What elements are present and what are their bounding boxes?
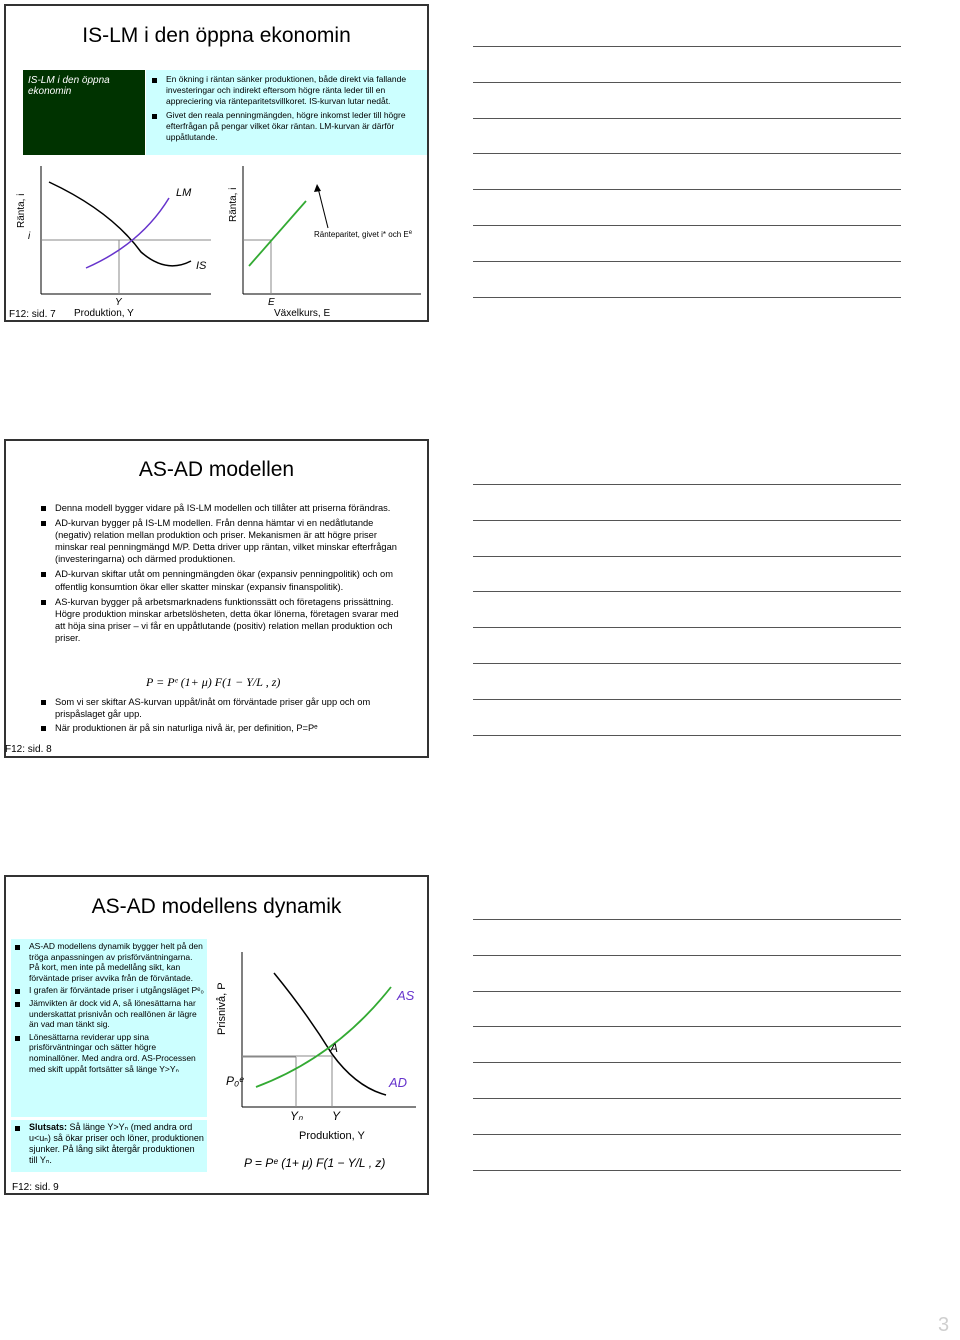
conclusion: Slutsats: Så länge Y>Yₙ (med andra ord u<uₙ) så ökar priser och löner, produktionen sjunker. På lång sikt återgår produktionen till Yₙ. (13, 1122, 205, 1166)
bullet: En ökning i räntan sänker produktionen, både direkt via fallande investeringar och indirekt eftersom högre ränta leder till en appreciering via ränteparitetsvillkoret. IS-kurvan lutar nedåt. (150, 74, 423, 107)
equilibrium-label: A (330, 1041, 339, 1055)
bullet: Jämvikten är dock vid A, så lönesättarna har underskattat prisnivån och reallönen är lägre än vad man tänkt sig. (13, 998, 205, 1030)
asad-graph (206, 937, 427, 1185)
lm-curve (86, 198, 169, 268)
slide-2 (4, 439, 429, 758)
ad-label: AD (389, 1075, 408, 1090)
bullet: Som vi ser skiftar AS-kurvan uppåt/inåt om förväntade priser går upp och om prispåslaget går upp. (39, 696, 405, 720)
side-label: IS-LM i den öppna ekonomin (28, 75, 110, 97)
axis-label-x: Växelkurs, E (274, 308, 331, 319)
bullet: AD-kurvan bygger på IS-LM modellen. Från denna hämtar vi en nedåtlutande (negativ) relation mellan produktion och priser. Mekanismen är att högre priser minskar real penningmängd M/P. Detta driver upp räntan, vilket minskar efterfrågan (investeringarna) och därmed produktionen. (39, 517, 405, 565)
as-label: AS (397, 988, 415, 1003)
interest-rate-marker: i (28, 231, 31, 242)
axis-label-y: Ränta, i (228, 187, 239, 222)
as-curve (256, 987, 391, 1087)
axis-label-y: Ränta, i (16, 193, 27, 228)
page-label: F12: sid. 8 (5, 744, 52, 755)
side-label-box (23, 70, 145, 155)
lm-label: LM (176, 187, 192, 199)
notes-lines (473, 46, 901, 332)
bullet: När produktionen är på sin naturliga nivå är, per definition, P=Pᵉ (39, 722, 405, 734)
is-label: IS (196, 260, 207, 272)
output-label: Y (332, 1109, 341, 1123)
page-label: F12: sid. 7 (9, 309, 56, 320)
bullet: AD-kurvan skiftar utåt om penningmängden ökar (expansiv penningpolitik) och om offentlig konsumtion ökar eller skatter minskar (expansiv finanspolitik). (39, 568, 405, 592)
notes-lines (473, 919, 901, 1205)
bullet: I grafen är förväntade priser i utgångsläget Pᵉ₀ (13, 985, 205, 996)
axis-label-x: Produktion, Y (299, 1130, 365, 1142)
is-curve (49, 182, 191, 266)
slide-3 (4, 875, 429, 1195)
notes-lines (473, 484, 901, 770)
page-number: 3 (938, 1314, 950, 1336)
axis-label-y: Prisnivå, P (216, 982, 228, 1035)
natural-output-label: Yₙ (290, 1109, 303, 1123)
parity-label: Ränteparitet, givet i* och $E^e$ (314, 230, 413, 239)
bullet: Denna modell bygger vidare på IS-LM modellen och tillåter att priserna förändras. (39, 502, 405, 514)
ad-curve (274, 973, 386, 1095)
slide-title: IS-LM i den öppna ekonomin (82, 24, 351, 47)
bullet-box (146, 70, 427, 155)
axis-label-x: Produktion, Y (74, 308, 134, 319)
slide-title: AS-AD modellen (138, 458, 295, 481)
formula: P = Pᵉ (1+ μ) F(1 − Y/L , z) (146, 675, 281, 689)
bullet: AS-kurvan bygger på arbetsmarknadens funktionssätt och företagens prissättning. Högre produktion minskar arbetslösheten, detta ökar lönerna, företagen svarar med att höja sina priser – vi får en uppåtlutande (positiv) relation mellan produktion och priser. (39, 596, 405, 644)
formula: P = Pᵉ (1+ μ) F(1 − Y/L , z) (244, 1156, 386, 1170)
equilibrium-exchange-label: E (268, 297, 275, 308)
bullet: AS-AD modellens dynamik bygger helt på den tröga anpassningen av prisförväntningarna. På kort, men inte på medellång sikt, kan förväntade priser avvika från de förväntade. (13, 941, 205, 983)
islm-graphs (6, 156, 427, 320)
bullet: Lönesättarna reviderar upp sina prisförväntningar och sätter högre nominallöner. Med andra ord. AS-Processen med skift uppåt fortsätter så länge Y>Yₙ (13, 1032, 205, 1074)
interest-parity-curve (249, 201, 306, 266)
bullet-box (11, 939, 207, 1117)
parity-label-arrow (318, 188, 328, 228)
bullet: Givet den reala penningmängden, högre inkomst leder till högre efterfrågan på pengar vilket ökar räntan. LM-kurvan är därför uppåtlutande. (150, 110, 423, 143)
expected-price-label: P₀ᵉ (226, 1074, 244, 1088)
page-label: F12: sid. 9 (12, 1182, 59, 1193)
equilibrium-output-label: Y (115, 297, 122, 308)
slide-title: AS-AD modellens dynamik (91, 895, 342, 918)
slide-1 (4, 4, 429, 322)
arrow-head (314, 184, 321, 192)
conclusion-box (11, 1120, 207, 1172)
